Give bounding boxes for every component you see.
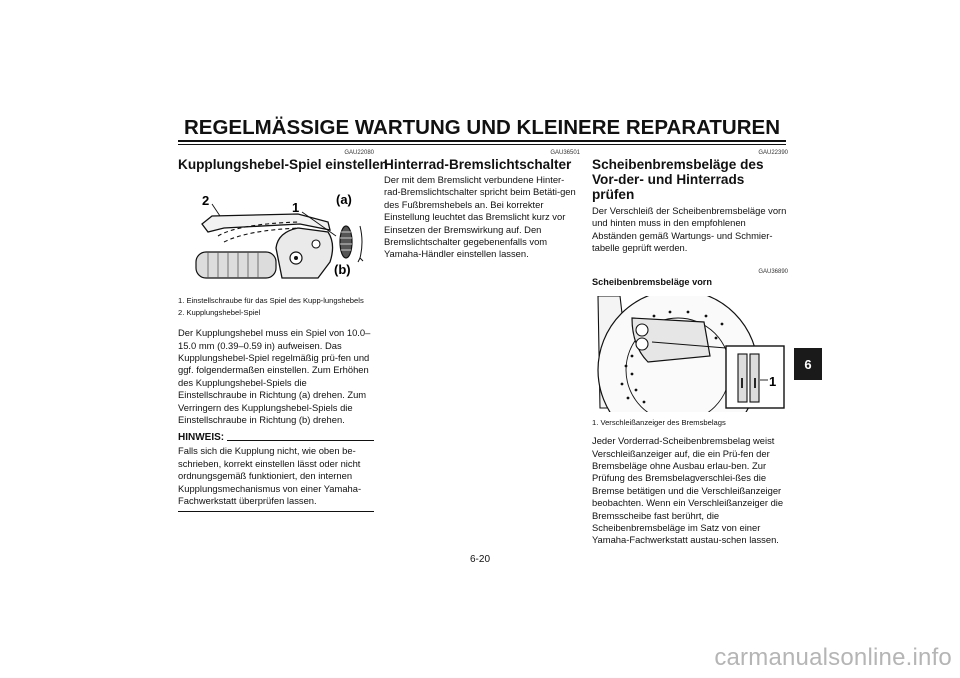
subsection-code: GAU36890 [758,268,788,275]
section-code: GAU36501 [550,150,580,156]
header-rule-thin [178,144,786,145]
figure-label-1: 1 [769,373,777,389]
note-header [178,432,374,443]
figure-label-1: 1 [292,200,300,215]
note-rule [227,440,374,441]
note-end-rule [178,511,374,512]
section-code: GAU22080 [344,150,374,156]
watermark: carmanualsonline.info [714,644,952,671]
header-rule [178,140,786,142]
figure-label-b: (b) [334,262,351,277]
caption-item: 1. Verschleißanzeiger des Bremsbelags [592,417,726,427]
clutch-body-text: Der Kupplungshebel muss ein Spiel von 10.0–15.0 mm (0.39–0.59 in) aufweisen. Das Kupplungshebel-Spiel regelmäßig prü-fen und ggf. folgendermaßen einstellen. Zum Erhöhen des Kupplungshebel-Spiels die Einstellschraube in Richtung (a) drehen. Zum Verringern des Kupplungshebel-Spiels die Einstellschraube in Richtung (b) drehen. [178,327,371,426]
column-brake-light [384,150,580,261]
figure-captions [592,418,788,428]
note-label: HINWEIS: [178,432,225,444]
section-title-clutch: Kupplungshebel-Spiel einstellen [178,157,388,172]
brake-pads-body-text: Der Verschleiß der Scheibenbremsbeläge vorn und hinten muss in den empfohlenen Abständen gemäß Wartungs- und Schmier-tabelle geprüft werden. [592,205,787,254]
section-code: GAU22390 [758,150,788,156]
brake-pads-body-text-2: Jeder Vorderrad-Scheibenbremsbelag weist Verschleißanzeiger auf, die ein Prü-fen der Bremsbeläge ohne Ausbau erlau-ben. Zur Prüfung des Bremsbelagverschlei-ßes die Bremse betätigen und die Verschleißanzeiger beobachten. Wenn ein Verschleißanzeiger die Bremsscheibe fast berührt, die Scheibenbremsbeläge im Satz von einer Yamaha-Fachwerkstatt austau-schen lassen. [592,435,784,546]
page-title: REGELMÄSSIGE WARTUNG UND KLEINERE REPARATUREN [183,116,781,139]
figure-captions [178,296,374,317]
figure-label-2: 2 [202,193,210,208]
caption-item: 1. Einstellschraube für das Spiel des Kupp-lungshebels [178,296,364,305]
subsection-title-front-pads: Scheibenbremsbeläge vorn [592,276,712,287]
clutch-lever-figure [178,178,374,284]
column-brake-pads [592,150,788,547]
note-text: Falls sich die Kupplung nicht, wie oben be-schrieben, korrekt einstellen lässt oder nicht ordnungsgemäß funktioniert, den internen Kupplungsmechanismus von einer Yamaha-Fachwerkstatt überprüfen lassen. [178,445,362,507]
figure-label-a: (a) [336,192,352,207]
brake-pads-figure [592,296,788,412]
column-clutch [178,150,388,512]
section-title-brake-pads: Scheibenbremsbeläge des Vor-der- und Hinterrads prüfen [592,157,764,202]
chapter-tab: 6 [794,348,822,380]
brake-light-body-text: Der mit dem Bremslicht verbundene Hinter-rad-Bremslichtschalter spricht beim Betäti-gen des Fußbremshebels an. Bei korrekter Einstellung leuchtet das Bremslicht kurz vor Einsetzen der Bremswirkung auf. Den Bremslichtschalter gegebenenfalls vom Yamaha-Händler einstellen lassen. [384,174,576,260]
section-title-brake-light: Hinterrad-Bremslichtschalter [384,157,572,172]
caption-item: 2. Kupplungshebel-Spiel [178,307,261,317]
page-number: 6-20 [469,554,490,565]
